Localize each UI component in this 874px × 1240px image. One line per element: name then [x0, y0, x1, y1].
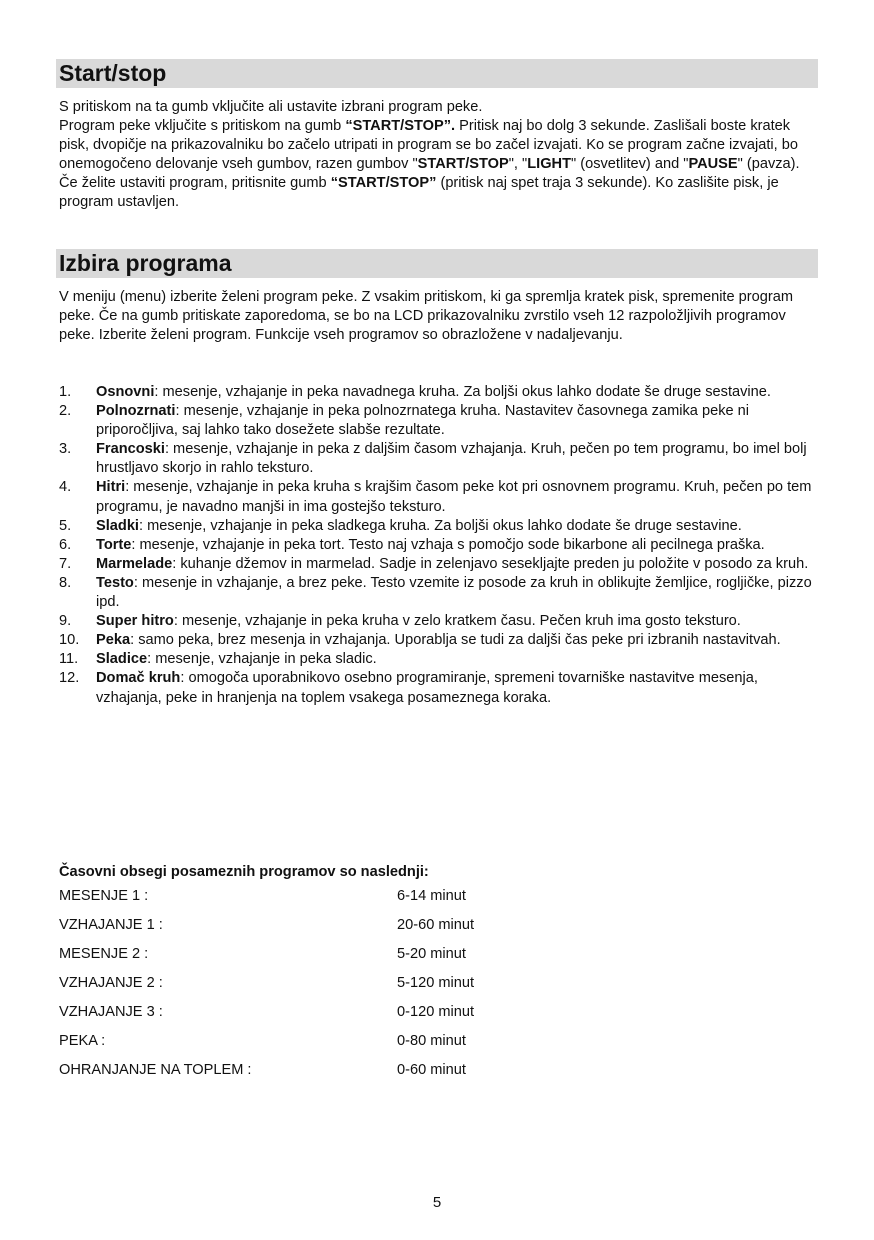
time-label: PEKA : [59, 1033, 106, 1049]
program-description: : samo peka, brez mesenja in vzhajanja. Uporablja se tudi za daljši čas peke pri izbranih nastavitvah. [130, 632, 781, 649]
program-text [96, 440, 817, 478]
program-item [59, 612, 817, 631]
program-number: 9. [59, 613, 72, 630]
time-ranges-title: Časovni obsegi posameznih programov so naslednji: [59, 864, 429, 880]
time-value: 5-120 minut [397, 975, 475, 991]
start-stop-paragraph-1: S pritiskom na ta gumb vključite ali ustavite izbrani program peke. [59, 99, 483, 115]
program-text [96, 402, 817, 440]
program-description: : mesenje, vzhajanje in peka sladic. [147, 651, 377, 668]
program-name: Hitri [96, 479, 126, 496]
time-value: 0-60 minut [397, 1062, 466, 1078]
program-name: Sladki [96, 517, 139, 534]
program-number: 4. [59, 479, 72, 496]
program-number: 6. [59, 536, 72, 553]
program-name: Torte [96, 536, 132, 553]
time-ranges-table [59, 887, 559, 1090]
text-run: " (osvetlitev) and " [571, 156, 689, 173]
program-description: : mesenje, vzhajanje in peka kruha s krajšim časom peke kot pri osnovnem programu. Kruh, pečen po tem programu, je navadno manjši in ima gostejšo teksturo. [96, 479, 812, 515]
time-value: 5-20 minut [397, 946, 466, 962]
program-number: 8. [59, 574, 72, 591]
section-heading-izbira-programa: Izbira programa [56, 249, 818, 278]
start-stop-paragraph-2 [59, 117, 817, 174]
time-label: VZHAJANJE 3 : [59, 1004, 163, 1020]
time-label: VZHAJANJE 2 : [59, 975, 163, 991]
time-row [59, 1061, 559, 1090]
section-heading-start-stop: Start/stop [56, 59, 818, 88]
time-row [59, 887, 559, 916]
text-run: (pritisk naj spet traja 3 sekunde). Ko zaslišite pisk, je program ustavljen. [59, 175, 779, 211]
program-text [96, 383, 817, 402]
program-description: : mesenje, vzhajanje in peka tort. Testo naj vzhaja s pomočjo sode bikarbone ali pecilnega praška. [131, 536, 765, 553]
program-text [96, 517, 817, 536]
program-description: : mesenje in vzhajanje, a brez peke. Testo vzemite iz posode za kruh in oblikujte žemljice, rogljičke, pizzo ipd. [96, 574, 812, 611]
button-name: “START/STOP” [330, 175, 437, 192]
program-text [96, 536, 817, 555]
text-run: Pritisk naj bo dolg 3 sekunde. Zaslišali boste kratek pisk, dvopičje na prikazovalniku bo začelo utripati in program se bo začel izvajati. Ko se program začne izvajati, bo onemogočeno delovanje vseh gumbov, razen gumbov " [59, 118, 798, 173]
button-name: PAUSE [688, 156, 738, 173]
program-name: Testo [96, 574, 134, 591]
program-text [96, 478, 817, 516]
izbira-intro: V meniju (menu) izberite želeni program peke. Z vsakim pritiskom, ki ga spremlja kratek pisk, spremenite program peke. Če na gumb pritiskate zaporedoma, se bo na LCD prikazovalniku zvrstilo vseh 12 razpoložljivih programov peke. Izberite želeni program. Funkcije vseh programov so obrazložene v nadaljevanju. [59, 289, 793, 344]
program-number: 11. [59, 651, 79, 668]
text-run: Program peke vključite s pritiskom na gumb [59, 118, 346, 135]
program-number: 3. [59, 441, 72, 458]
program-number: 2. [59, 403, 72, 420]
text-run: ", " [508, 156, 528, 173]
time-row [59, 1032, 559, 1061]
program-text [96, 574, 817, 612]
program-item [59, 631, 817, 650]
program-item [59, 402, 817, 440]
program-description: : mesenje, vzhajanje in peka polnozrnatega kruha. Nastavitev časovnega zamika peke ni priporočljiva, saj lahko tako dosežete slabše rezultate. [96, 403, 750, 439]
program-description: : mesenje, vzhajanje in peka z daljšim časom vzhajanja. Kruh, pečen po tem programu, bo imel bolj hrustljavo skorjo in rahlo teksturo. [96, 441, 807, 477]
program-number: 12. [59, 670, 80, 687]
program-item [59, 669, 817, 707]
time-row [59, 916, 559, 945]
program-description: : kuhanje džemov in marmelad. Sadje in zelenjavo sesekljajte preden ju položite v posodo za kruh. [172, 555, 809, 572]
time-label: OHRANJANJE NA TOPLEM : [59, 1062, 252, 1078]
time-value: 0-80 minut [397, 1033, 466, 1049]
program-description: : mesenje, vzhajanje in peka kruha v zelo kratkem času. Pečen kruh ima gosto teksturo. [173, 613, 741, 630]
time-value: 0-120 minut [397, 1004, 475, 1020]
program-text [96, 631, 817, 650]
program-item [59, 478, 817, 516]
text-run: Če želite ustaviti program, pritisnite gumb [59, 175, 331, 192]
program-number: 7. [59, 555, 72, 572]
program-item [59, 650, 817, 669]
start-stop-text [59, 98, 817, 213]
program-description: : omogoča uporabnikovo osebno programiranje, spremeni tovarniške nastavitve mesenja, vzhajanja, peke in hranjenja na toplem vsakega posameznega koraka. [96, 670, 758, 706]
time-label: MESENJE 1 : [59, 888, 149, 904]
program-text [96, 669, 817, 707]
program-item [59, 574, 817, 612]
program-description: : mesenje, vzhajanje in peka sladkega kruha. Za boljši okus lahko dodate še druge sestavine. [139, 517, 742, 534]
program-name: Domač kruh [96, 670, 181, 687]
program-description: : mesenje, vzhajanje in peka navadnega kruha. Za boljši okus lahko dodate še druge sestavine. [154, 384, 771, 400]
time-row [59, 1003, 559, 1032]
program-name: Peka [96, 632, 131, 649]
program-name: Francoski [96, 441, 165, 458]
program-item [59, 383, 817, 402]
program-name: Sladice [96, 651, 148, 668]
start-stop-paragraph-3 [59, 174, 817, 212]
time-row [59, 974, 559, 1003]
program-item [59, 440, 817, 478]
program-name: Osnovni [96, 384, 155, 400]
text-run: " (pavza). [737, 156, 800, 173]
program-name: Super hitro [96, 613, 174, 630]
time-label: VZHAJANJE 1 : [59, 917, 163, 933]
program-number: 5. [59, 517, 72, 534]
time-value: 6-14 minut [397, 888, 466, 904]
page-number: 5 [432, 1194, 442, 1211]
button-name: “START/STOP”. [345, 118, 456, 135]
button-name: LIGHT [527, 156, 571, 173]
program-text [96, 612, 817, 631]
time-row [59, 945, 559, 974]
program-item [59, 536, 817, 555]
program-name: Polnozrnati [96, 403, 176, 420]
program-text [96, 555, 817, 574]
time-label: MESENJE 2 : [59, 946, 149, 962]
program-text [96, 650, 817, 669]
program-number: 10. [59, 632, 80, 649]
program-item [59, 517, 817, 536]
time-value: 20-60 minut [397, 917, 475, 933]
button-name: START/STOP [417, 156, 509, 173]
program-name: Marmelade [96, 555, 173, 572]
program-number: 1. [59, 384, 72, 400]
program-list [59, 383, 817, 708]
program-item [59, 555, 817, 574]
